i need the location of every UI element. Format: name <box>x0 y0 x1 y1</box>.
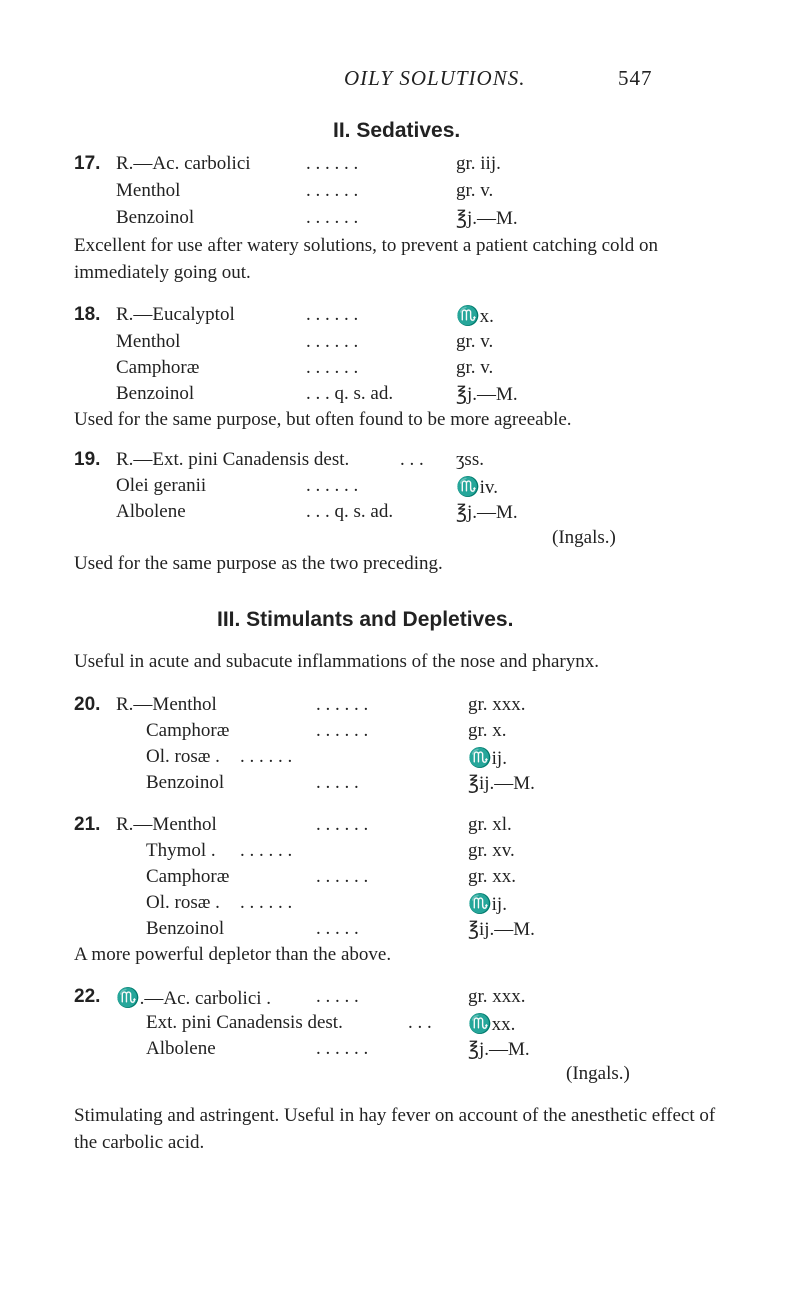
quantity: ♏ij. <box>468 748 507 769</box>
section-title-sedatives: II. Sedatives. <box>333 119 461 142</box>
section-title-stimulants: III. Stimulants and Depletives. <box>217 608 514 631</box>
ingredient: Benzoinol <box>146 772 225 793</box>
recipe-number-22: 22. <box>74 986 101 1007</box>
quantity: ♏xx. <box>468 1014 516 1035</box>
leader-dots: . . . . . . <box>306 180 359 201</box>
leader-dots: . . . <box>408 1012 432 1033</box>
recipe-note: A more powerful depletor than the above. <box>74 944 392 965</box>
ingredient: Albolene <box>116 501 186 522</box>
section-intro: Useful in acute and subacute inflammations of the nose and pharynx. <box>74 651 599 672</box>
quantity: gr. v. <box>456 357 494 378</box>
quantity: gr. x. <box>468 720 507 741</box>
quantity: ℥ij.—M. <box>468 773 535 794</box>
leader-dots: . . . q. s. ad. <box>306 383 394 404</box>
page-number: 547 <box>618 66 653 90</box>
ingredient: Benzoinol <box>146 918 225 939</box>
ingredient: R.—Menthol <box>116 814 217 835</box>
leader-dots: . . . . . . <box>306 207 359 228</box>
quantity: gr. xv. <box>468 840 515 861</box>
quantity: gr. v. <box>456 180 494 201</box>
quantity: ℥j.—M. <box>456 502 518 523</box>
ingredient: R.—Menthol <box>116 694 217 715</box>
ingredient: ♏.—Ac. carbolici . <box>116 988 272 1009</box>
quantity: ♏ij. <box>468 894 507 915</box>
quantity: gr. xxx. <box>468 694 526 715</box>
attribution: (Ingals.) <box>566 1063 630 1084</box>
ingredient: R.—Eucalyptol <box>116 304 235 325</box>
quantity: gr. iij. <box>456 153 501 174</box>
leader-dots: . . . . . . <box>306 331 359 352</box>
leader-dots: . . . . . . <box>306 153 359 174</box>
ingredient: R.—Ext. pini Canadensis dest. <box>116 449 350 470</box>
ingredient: R.—Ac. carbolici <box>116 153 251 174</box>
ingredient: Menthol <box>116 331 181 352</box>
recipe-number-19: 19. <box>74 449 101 470</box>
ingredient: Ext. pini Canadensis dest. <box>146 1012 343 1033</box>
quantity: ʒss. <box>456 449 484 470</box>
quantity: ℥ij.—M. <box>468 919 535 940</box>
leader-dots: . . . <box>400 449 424 470</box>
leader-dots: . . . . . . <box>316 1038 369 1059</box>
leader-dots: . . . . . . <box>316 866 369 887</box>
ingredient: Menthol <box>116 180 181 201</box>
recipe-note: Used for the same purpose, but often found to be more agreeable. <box>74 409 572 430</box>
ingredient: Ol. rosæ . <box>146 892 220 913</box>
quantity: gr. v. <box>456 331 494 352</box>
leader-dots: . . . . . . <box>240 746 293 767</box>
quantity: gr. xx. <box>468 866 517 887</box>
leader-dots: . . . q. s. ad. <box>306 501 394 522</box>
recipe-note: Stimulating and astringent. Useful in hay fever on account of the anesthetic effect of the carbolic acid. <box>74 1105 716 1153</box>
attribution: (Ingals.) <box>552 527 616 548</box>
leader-dots: . . . . . <box>316 772 359 793</box>
leader-dots: . . . . . <box>316 986 359 1007</box>
quantity: gr. xl. <box>468 814 512 835</box>
recipe-note: Excellent for use after watery solutions, to prevent a patient catching cold on immediately going out. <box>74 235 659 283</box>
ingredient: Benzoinol <box>116 383 195 404</box>
leader-dots: . . . . . . <box>240 892 293 913</box>
leader-dots: . . . . . <box>316 918 359 939</box>
leader-dots: . . . . . . <box>316 694 369 715</box>
quantity: ℥j.—M. <box>468 1039 530 1060</box>
quantity: ♏x. <box>456 306 494 327</box>
recipe-number-20: 20. <box>74 694 101 715</box>
ingredient: Camphoræ <box>116 357 200 378</box>
leader-dots: . . . . . . <box>316 814 369 835</box>
ingredient: Camphoræ <box>146 866 230 887</box>
leader-dots: . . . . . . <box>306 357 359 378</box>
recipe-number-17: 17. <box>74 153 101 174</box>
leader-dots: . . . . . . <box>316 720 369 741</box>
quantity: ℥j.—M. <box>456 384 518 405</box>
leader-dots: . . . . . . <box>306 475 359 496</box>
running-header-title: OILY SOLUTIONS. <box>344 66 526 90</box>
leader-dots: . . . . . . <box>306 304 359 325</box>
leader-dots: . . . . . . <box>240 840 293 861</box>
ingredient: Benzoinol <box>116 207 195 228</box>
ingredient: Thymol . <box>146 840 216 861</box>
ingredient: Ol. rosæ . <box>146 746 220 767</box>
ingredient: Albolene <box>146 1038 216 1059</box>
ingredient: Camphoræ <box>146 720 230 741</box>
recipe-number-18: 18. <box>74 304 101 325</box>
quantity: ℥j.—M. <box>456 208 518 229</box>
recipe-number-21: 21. <box>74 814 101 835</box>
quantity: gr. xxx. <box>468 986 526 1007</box>
recipe-note: Used for the same purpose as the two preceding. <box>74 553 443 574</box>
ingredient: Olei geranii <box>116 475 207 496</box>
quantity: ♏iv. <box>456 477 498 498</box>
